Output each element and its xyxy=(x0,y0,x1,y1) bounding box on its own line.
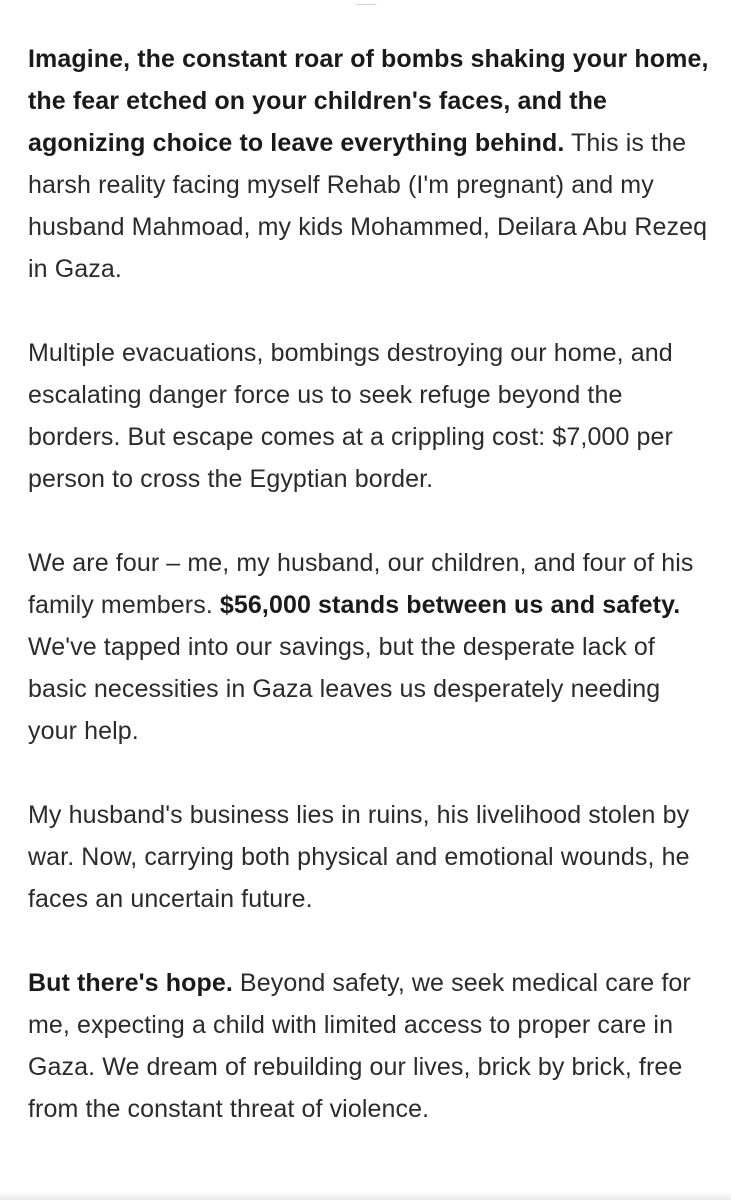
paragraph-text: This is the harsh reality facing myself Rehab (I'm pregnant) and my husband Mahmoad, my kids Mohammed, Deilara Abu Rezeq in Gaza. xyxy=(28,129,708,283)
paragraph-text-after: We've tapped into our savings, but the desperate lack of basic necessities in Gaza leaves us desperately needing your help. xyxy=(28,633,661,745)
story-paragraph-2 xyxy=(28,332,712,500)
story-paragraph-5 xyxy=(28,962,712,1130)
paragraph-bold-lead: But there's hope. xyxy=(28,969,233,997)
bottom-divider xyxy=(0,1192,731,1200)
story-paragraph-4 xyxy=(28,794,712,920)
paragraph-text-before: We are four – me, my husband, our children, and four of his family members. xyxy=(28,549,694,619)
paragraph-text: My husband's business lies in ruins, his livelihood stolen by war. Now, carrying both physical and emotional wounds, he faces an uncertain future. xyxy=(28,801,690,913)
drag-handle xyxy=(355,0,377,5)
paragraph-bold-lead: Imagine, the constant roar of bombs shaking your home, the fear etched on your children's faces, and the agonizing choice to leave everything behind. xyxy=(28,45,709,157)
story-body xyxy=(28,38,712,1172)
story-paragraph-3 xyxy=(28,542,712,752)
story-paragraph-1 xyxy=(28,38,712,290)
paragraph-bold-highlight: $56,000 stands between us and safety. xyxy=(219,591,681,619)
paragraph-text: Multiple evacuations, bombings destroying our home, and escalating danger force us to seek refuge beyond the borders. But escape comes at a crippling cost: $7,000 per person to cross the Egyptian border. xyxy=(28,339,673,493)
paragraph-text: Beyond safety, we seek medical care for me, expecting a child with limited access to proper care in Gaza. We dream of rebuilding our lives, brick by brick, free from the constant threat of violence. xyxy=(28,969,691,1123)
